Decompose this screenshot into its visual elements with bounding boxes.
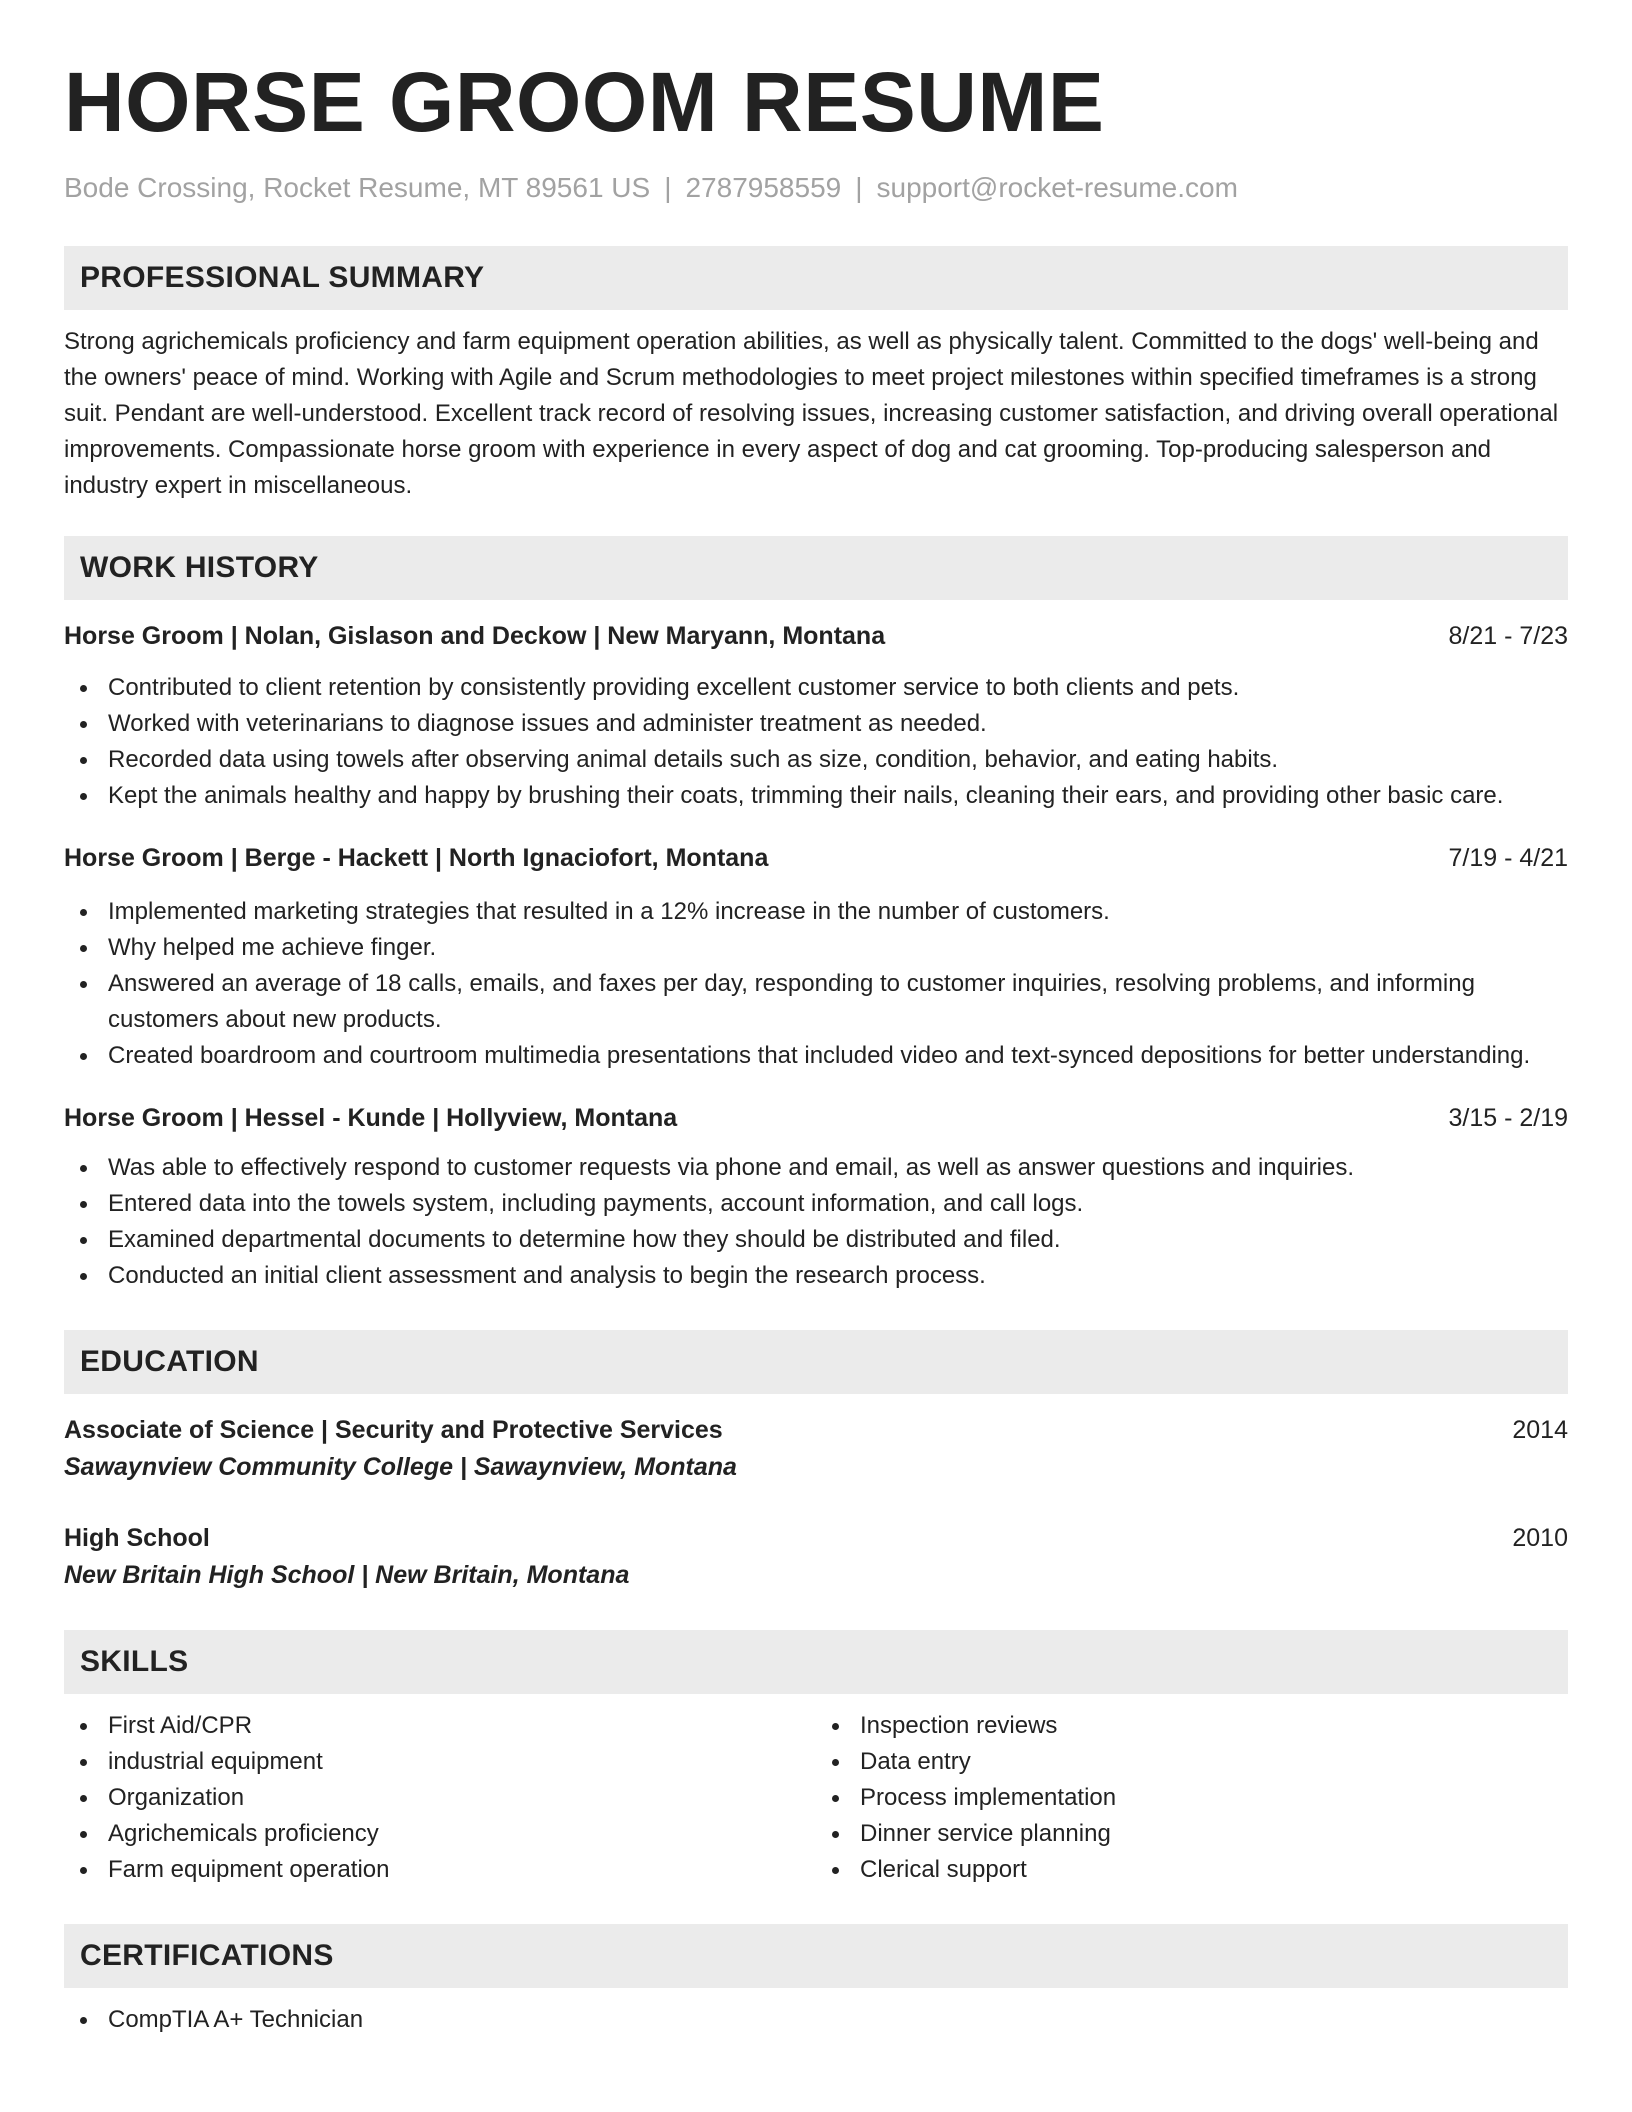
job-entry <box>64 1100 1568 1294</box>
skill-item: Organization <box>64 1780 816 1816</box>
job-bullets <box>64 1150 1568 1294</box>
job-bullet: Why helped me achieve finger. <box>64 930 1568 966</box>
job-bullet: Entered data into the towels system, including payments, account information, and call logs. <box>64 1186 1568 1222</box>
education-header <box>64 1412 1568 1448</box>
skill-item: Dinner service planning <box>816 1816 1568 1852</box>
skill-item: Clerical support <box>816 1852 1568 1888</box>
job-bullet: Implemented marketing strategies that resulted in a 12% increase in the number of customers. <box>64 894 1568 930</box>
section-header-certifications: CERTIFICATIONS <box>64 1924 1568 1988</box>
skill-item: First Aid/CPR <box>64 1708 816 1744</box>
section-header-summary: PROFESSIONAL SUMMARY <box>64 246 1568 310</box>
job-dates: 8/21 - 7/23 <box>1448 622 1568 650</box>
education-school: New Britain High School | New Britain, Montana <box>64 1561 630 1589</box>
resume-title: HORSE GROOM RESUME <box>64 55 1105 149</box>
skill-item: Farm equipment operation <box>64 1852 816 1888</box>
job-bullet: Kept the animals healthy and happy by brushing their coats, trimming their nails, cleaning their ears, and providing other basic care. <box>64 778 1568 814</box>
section-header-work-history: WORK HISTORY <box>64 536 1568 600</box>
job-bullet: Was able to effectively respond to customer requests via phone and email, as well as answer questions and inquiries. <box>64 1150 1568 1186</box>
skills-grid <box>64 1708 1568 1888</box>
section-header-education: EDUCATION <box>64 1330 1568 1394</box>
job-bullet: Conducted an initial client assessment and analysis to begin the research process. <box>64 1258 1568 1294</box>
job-header <box>64 618 1568 654</box>
job-title: Horse Groom | Berge - Hackett | North Ignaciofort, Montana <box>64 844 769 872</box>
job-bullet: Recorded data using towels after observing animal details such as size, condition, behavior, and eating habits. <box>64 742 1568 778</box>
contact-address: Bode Crossing, Rocket Resume, MT 89561 US <box>64 172 651 203</box>
job-header <box>64 840 1568 876</box>
contact-separator: | <box>855 172 863 203</box>
contact-phone: 2787958559 <box>685 172 842 203</box>
job-dates: 7/19 - 4/21 <box>1448 844 1568 872</box>
education-degree: High School <box>64 1524 210 1552</box>
job-header <box>64 1100 1568 1136</box>
skill-item: Agrichemicals proficiency <box>64 1816 816 1852</box>
skill-item: Process implementation <box>816 1780 1568 1816</box>
job-entry <box>64 618 1568 814</box>
certification-item: CompTIA A+ Technician <box>64 2002 1568 2038</box>
skills-column-right <box>816 1708 1568 1888</box>
skill-item: Inspection reviews <box>816 1708 1568 1744</box>
job-bullet: Contributed to client retention by consistently providing excellent customer service to both clients and pets. <box>64 670 1568 706</box>
contact-email: support@rocket-resume.com <box>876 172 1238 203</box>
education-year: 2014 <box>1512 1416 1568 1444</box>
education-year: 2010 <box>1512 1524 1568 1552</box>
skill-item: industrial equipment <box>64 1744 816 1780</box>
section-header-skills: SKILLS <box>64 1630 1568 1694</box>
education-entry <box>64 1412 1568 1486</box>
education-school: Sawaynview Community College | Sawaynview, Montana <box>64 1453 737 1481</box>
skills-column-left <box>64 1708 816 1888</box>
job-title: Horse Groom | Nolan, Gislason and Deckow | New Maryann, Montana <box>64 622 886 650</box>
job-bullet: Answered an average of 18 calls, emails, and faxes per day, responding to customer inquiries, resolving problems, and informing customers about new products. <box>64 966 1568 1038</box>
job-title: Horse Groom | Hessel - Kunde | Hollyview, Montana <box>64 1104 678 1132</box>
job-bullet: Created boardroom and courtroom multimedia presentations that included video and text-synced depositions for better understanding. <box>64 1038 1568 1074</box>
education-degree: Associate of Science | Security and Protective Services <box>64 1416 723 1444</box>
contact-line <box>64 170 1568 206</box>
skill-item: Data entry <box>816 1744 1568 1780</box>
job-entry <box>64 840 1568 1074</box>
job-bullet: Examined departmental documents to determine how they should be distributed and filed. <box>64 1222 1568 1258</box>
job-dates: 3/15 - 2/19 <box>1448 1104 1568 1132</box>
certifications-list <box>64 2002 1568 2038</box>
education-header <box>64 1520 1568 1556</box>
contact-separator: | <box>664 172 672 203</box>
summary-text: Strong agrichemicals proficiency and farm equipment operation abilities, as well as physically talent. Committed to the dogs' well-being and the owners' peace of mind. Working with Agile and Scrum methodologies to meet project milestones within specified timeframes is a strong suit. Pendant are well-understood. Excellent track record of resolving issues, increasing customer satisfaction, and driving overall operational improvements. Compassionate horse groom with experience in every aspect of dog and cat grooming. Top-producing salesperson and industry expert in miscellaneous. <box>64 328 1559 499</box>
job-bullets <box>64 670 1568 814</box>
job-bullet: Worked with veterinarians to diagnose issues and administer treatment as needed. <box>64 706 1568 742</box>
education-entry <box>64 1520 1568 1594</box>
job-bullets <box>64 894 1568 1074</box>
